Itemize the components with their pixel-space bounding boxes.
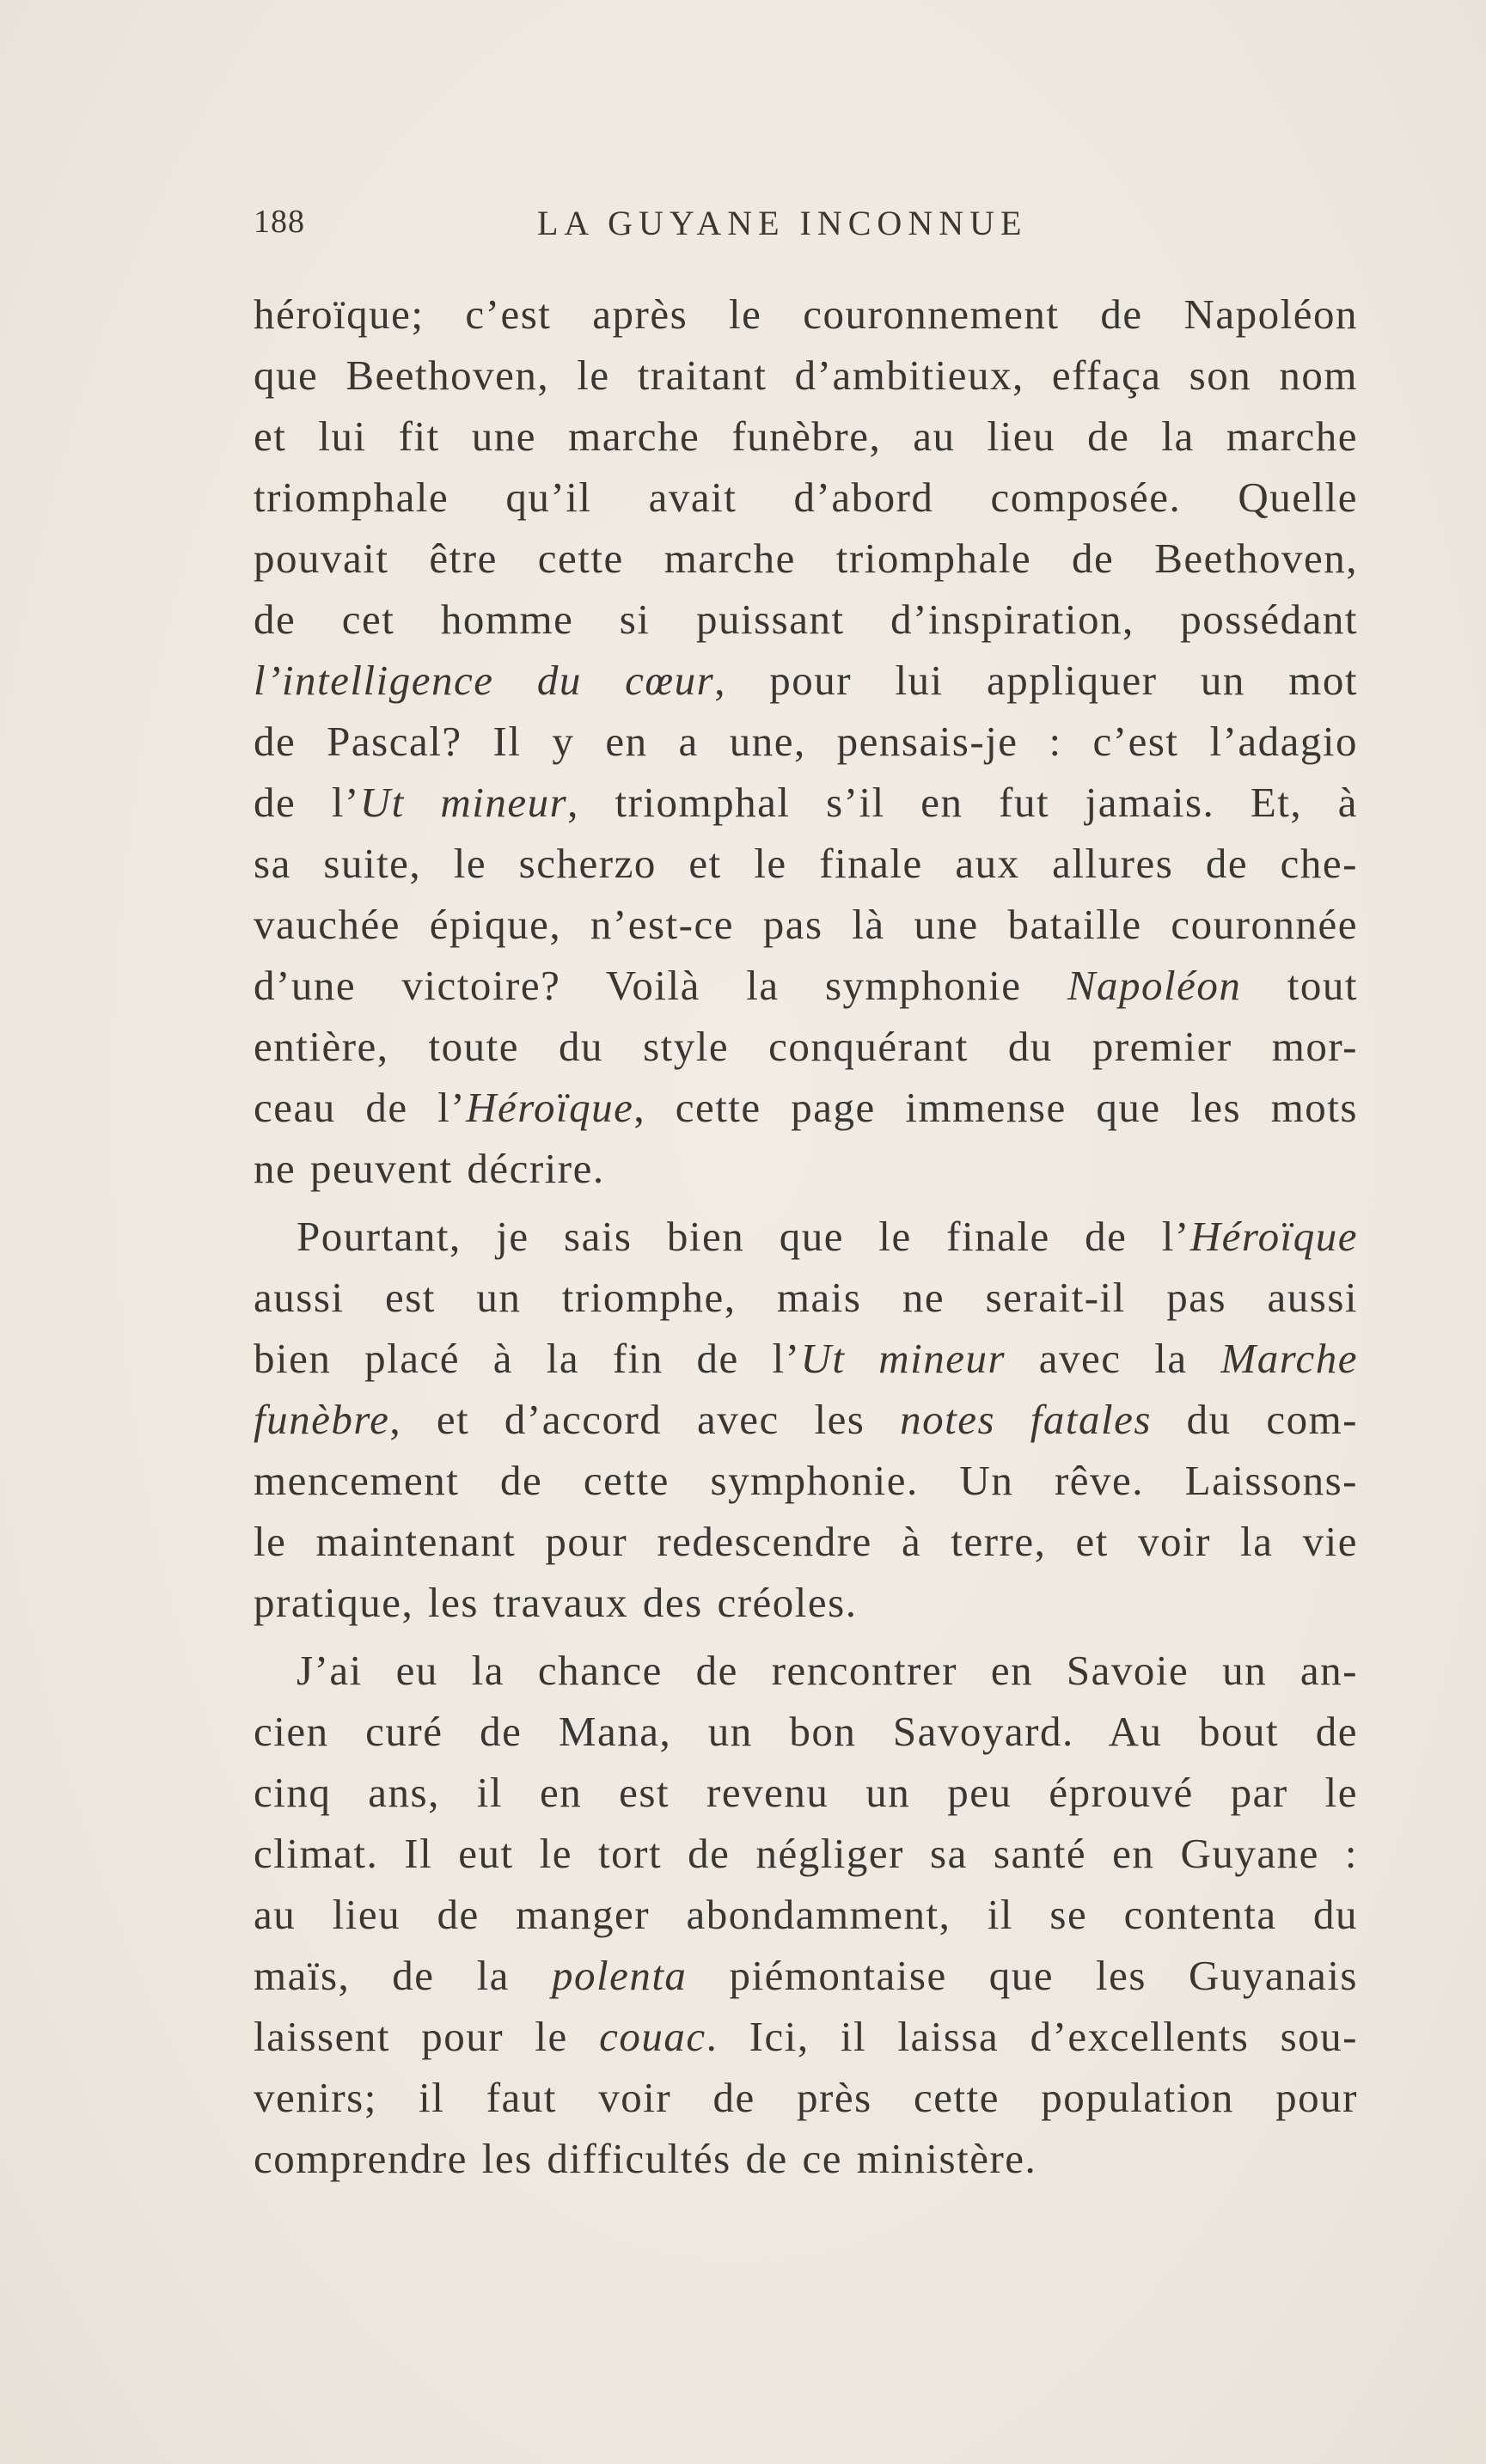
text-line: de cet homme si puissant d’inspiration, possédant [254, 596, 1358, 643]
text-line: triomphale qu’il avait d’abord composée. Quelle [254, 474, 1358, 521]
text-line: de Pascal? Il y en a une, pensais-je : c’est l’adagio [254, 718, 1358, 765]
italic-phrase: polenta [551, 1952, 688, 1999]
text-line: ceau de l’Héroïque, cette page immense que les mots [254, 1084, 1358, 1131]
text-line: J’ai eu la chance de rencontrer en Savoie un an- [297, 1647, 1358, 1694]
text-line: au lieu de manger abondamment, il se contenta du [254, 1891, 1358, 1938]
body-text [254, 284, 1358, 2189]
italic-phrase: funèbre [254, 1396, 390, 1443]
text-line: bien placé à la fin de l’Ut mineur avec la Marche [254, 1335, 1358, 1382]
text-line: aussi est un triomphe, mais ne serait-il pas aussi [254, 1274, 1358, 1321]
text-line: climat. Il eut le tort de négliger sa santé en Guyane : [254, 1830, 1358, 1877]
italic-phrase: Héroïque [1189, 1213, 1358, 1260]
page-number: 188 [254, 204, 305, 240]
italic-phrase: notes fatales [900, 1396, 1152, 1443]
text-line: le maintenant pour redescendre à terre, et voir la vie [254, 1518, 1358, 1565]
text-line: que Beethoven, le traitant d’ambitieux, effaça son nom [254, 352, 1358, 399]
text-line: d’une victoire? Voilà la symphonie Napoléon tout [254, 962, 1358, 1009]
italic-phrase: Ut mineur [800, 1335, 1006, 1382]
text-line: maïs, de la polenta piémontaise que les Guyanais [254, 1952, 1359, 1999]
text-line: entière, toute du style conquérant du premier mor- [254, 1023, 1358, 1070]
text-line: mencement de cette symphonie. Un rêve. Laissons- [254, 1457, 1358, 1504]
text-line: cien curé de Mana, un bon Savoyard. Au bout de [254, 1708, 1358, 1755]
running-title: LA GUYANE INCONNUE [537, 204, 1028, 242]
text-line: vauchée épique, n’est-ce pas là une bataille couronnée [254, 901, 1358, 948]
italic-phrase: Napoléon [1067, 962, 1242, 1009]
italic-phrase: couac [599, 2013, 706, 2060]
text-line: comprendre les difficultés de ce ministère. [254, 2135, 1037, 2182]
text-line: venirs; il faut voir de près cette population pour [254, 2074, 1358, 2121]
text-line: de l’Ut mineur, triomphal s’il en fut jamais. Et, à [254, 779, 1358, 826]
text-line: ne peuvent décrire. [254, 1145, 605, 1192]
text-line: cinq ans, il en est revenu un peu éprouvé par le [254, 1769, 1358, 1816]
text-line: laissent pour le couac. Ici, il laissa d’excellents sou- [254, 2013, 1358, 2060]
text-line: sa suite, le scherzo et le finale aux allures de che- [254, 840, 1358, 887]
running-head [254, 203, 1332, 254]
italic-phrase: Ut mineur [359, 779, 568, 826]
italic-phrase: Marche [1220, 1335, 1358, 1382]
text-line: funèbre, et d’accord avec les notes fatales du com- [254, 1396, 1359, 1443]
text-line: pratique, les travaux des créoles. [254, 1579, 858, 1626]
text-line: pouvait être cette marche triomphale de Beethoven, [254, 535, 1358, 582]
italic-phrase: l’intelligence du cœur [254, 657, 715, 704]
text-line: et lui fit une marche funèbre, au lieu de la marche [254, 413, 1358, 460]
text-line: héroïque; c’est après le couronnement de Napoléon [254, 290, 1358, 338]
text-line: l’intelligence du cœur, pour lui appliquer un mot [254, 657, 1358, 704]
text-line: Pourtant, je sais bien que le finale de l’Héroïque [297, 1213, 1358, 1260]
italic-phrase: Héroïque [466, 1084, 634, 1131]
